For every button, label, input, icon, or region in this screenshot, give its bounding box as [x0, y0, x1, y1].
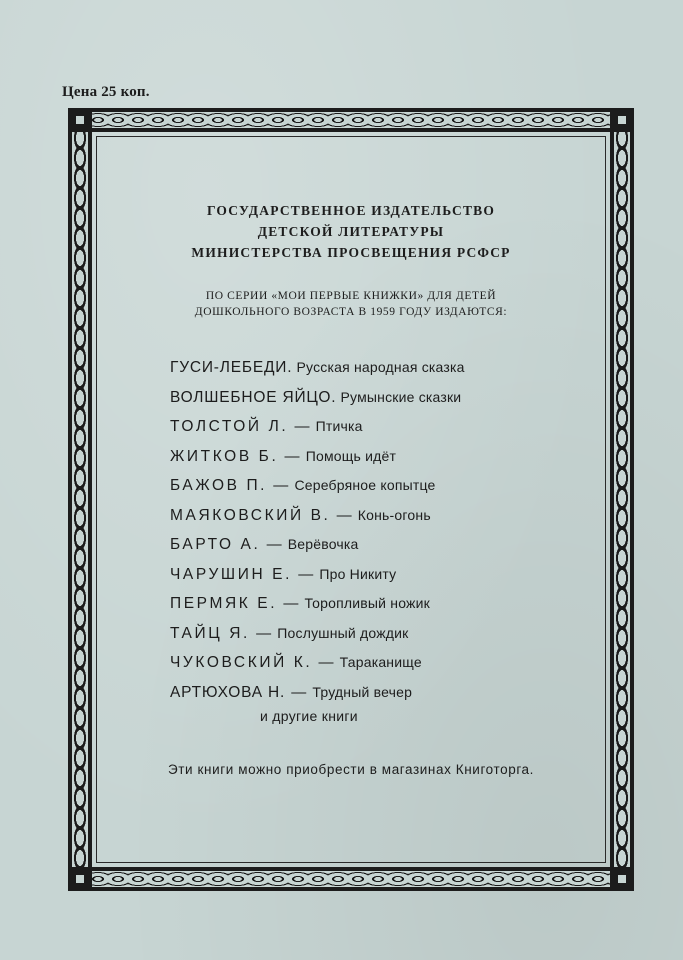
more-books-label: и другие книги [260, 708, 358, 724]
page-content [92, 132, 610, 867]
series-line: ДОШКОЛЬНОГО ВОЗРАСТА В 1959 ГОДУ ИЗДАЮТСЯ: [194, 306, 508, 318]
book-title: Птичка [315, 418, 363, 434]
book-author: МАЯКОВСКИЙ В. [170, 506, 331, 524]
corner-ornament [68, 108, 92, 132]
book-author: ТОЛСТОЙ Л. [170, 418, 289, 435]
border-top [68, 108, 634, 132]
book-author: ВОЛШЕБНОЕ ЯЙЦО. [170, 388, 337, 406]
book-title: Трудный вечер [312, 683, 413, 700]
corner-ornament [610, 867, 634, 891]
border-bottom [68, 867, 634, 891]
book-author: ЖИТКОВ Б. [170, 447, 279, 465]
book-title: Верёвочка [287, 536, 359, 552]
publisher-heading [92, 200, 610, 263]
border-right [610, 108, 634, 891]
book-list [170, 353, 610, 707]
book-separator: — [336, 506, 352, 524]
publisher-line: ДЕТСКОЙ ЛИТЕРАТУРЫ [257, 224, 445, 239]
series-line: ПО СЕРИИ «МОИ ПЕРВЫЕ КНИЖКИ» ДЛЯ ДЕТЕЙ [205, 290, 497, 302]
book-title: Про Никиту [319, 565, 397, 582]
publisher-line: МИНИСТЕРСТВА ПРОСВЕЩЕНИЯ РСФСР [191, 245, 511, 260]
book-title: Тараканище [339, 654, 422, 670]
book-item [170, 383, 610, 413]
book-author: БАРТО А. [170, 536, 261, 553]
book-title: Послушный дождик [277, 624, 409, 641]
book-item [170, 530, 610, 560]
book-title: Помощь идёт [305, 447, 397, 464]
book-item [170, 353, 610, 383]
book-item [170, 589, 610, 619]
publisher-line: ГОСУДАРСТВЕННОЕ ИЗДАТЕЛЬСТВО [206, 203, 496, 218]
book-separator: — [294, 418, 310, 435]
price-label: Цена 25 коп. [62, 84, 150, 100]
book-separator: — [291, 683, 307, 701]
book-item [170, 560, 610, 590]
book-title: Русская народная сказка [296, 359, 465, 375]
book-separator: — [318, 654, 334, 671]
book-title: Румынские сказки [340, 388, 462, 405]
corner-ornament [68, 867, 92, 891]
purchase-note: Эти книги можно приобрести в магазинах Книготорга. [167, 762, 535, 777]
book-separator: — [273, 477, 289, 494]
book-separator: — [284, 447, 300, 465]
book-author: ЧУКОВСКИЙ К. [170, 654, 313, 671]
book-item [170, 442, 610, 472]
book-author: АРТЮХОВА Н. [170, 683, 286, 701]
book-separator: — [256, 624, 272, 642]
book-author: ГУСИ-ЛЕБЕДИ. [170, 359, 293, 376]
book-item [170, 501, 610, 531]
border-left [68, 108, 92, 891]
book-item [170, 471, 610, 501]
book-item [170, 648, 610, 678]
book-title: Торопливый ножик [304, 595, 430, 611]
book-item [170, 619, 610, 649]
book-author: ТАЙЦ Я. [170, 624, 250, 642]
book-author: ПЕРМЯК Е. [170, 595, 278, 612]
book-separator: — [298, 565, 314, 583]
book-title: Серебряное копытце [294, 477, 436, 493]
book-title: Конь-огонь [357, 506, 431, 523]
book-separator: — [266, 536, 282, 553]
corner-ornament [610, 108, 634, 132]
book-author: БАЖОВ П. [170, 477, 268, 494]
book-author: ЧАРУШИН Е. [170, 565, 293, 583]
book-item [170, 678, 610, 708]
book-separator: — [283, 595, 299, 612]
book-item [170, 412, 610, 442]
series-intro [92, 288, 610, 320]
